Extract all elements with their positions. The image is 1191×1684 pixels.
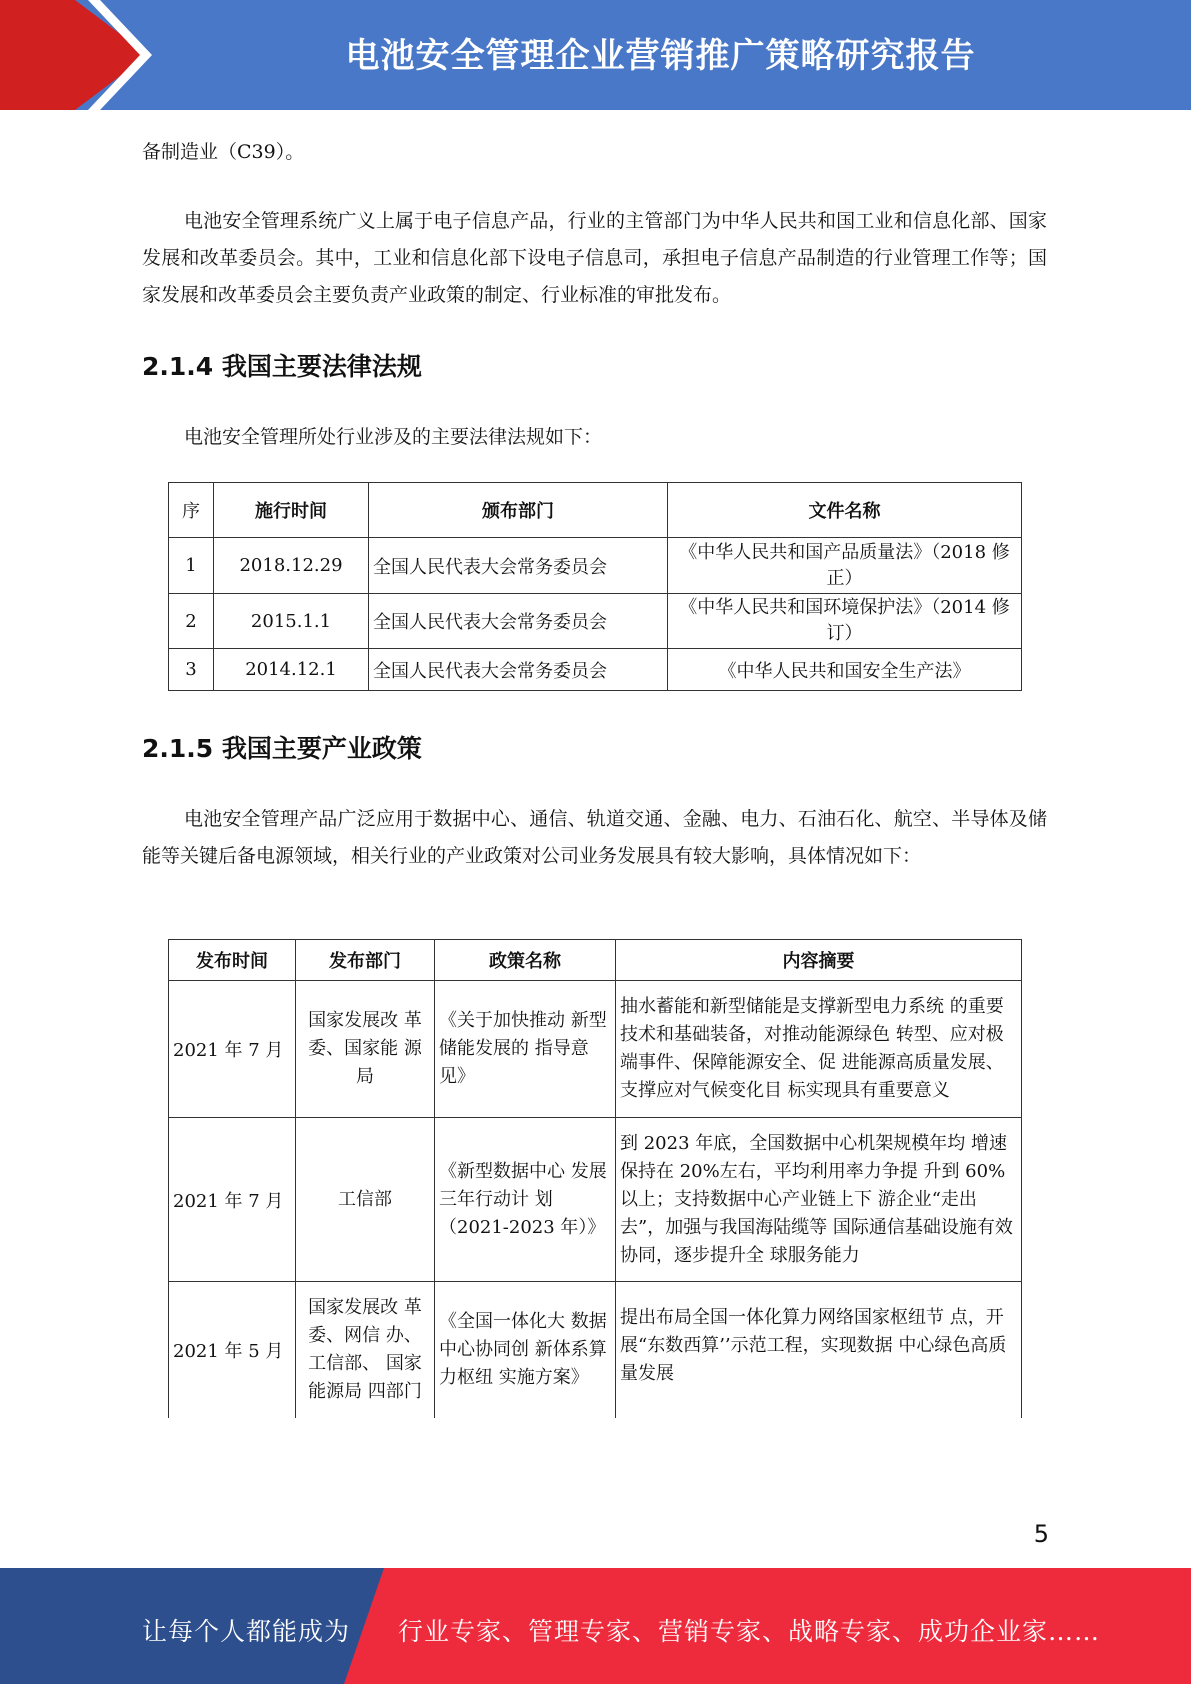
col-header-date: 发布时间: [169, 940, 296, 981]
section-heading-policies: 2.1.5 我国主要产业政策: [142, 734, 422, 763]
cell-dept: 国家发展改 革委、网信 办、工信部、 国家能源局 四部门: [296, 1282, 435, 1418]
cell-no: 2: [169, 594, 214, 649]
report-title: 电池安全管理企业营销推广策略研究报告: [345, 36, 976, 76]
paragraph-policies-intro: 电池安全管理产品广泛应用于数据中心、通信、轨道交通、金融、电力、石油石化、航空、半导体及储能等关键后备电源领域，相关行业的产业政策对公司业务发展具有较大影响，具体情况如下：: [142, 808, 1047, 867]
cell-dept: 全国人民代表大会常务委员会: [369, 649, 668, 691]
cell-summary: 到 2023 年底，全国数据中心机架规模年均 增速保持在 20%左右，平均利用率力争提 升到 60%以上；支持数据中心产业链上下 游企业“走出去”，加强与我国海陆缆等 国际通信基础设施有效协同，逐步提升全 球服务能力: [616, 1118, 1022, 1282]
footer-banner: [0, 1568, 1191, 1684]
table-row: [169, 1118, 1022, 1282]
col-header-date: 施行时间: [214, 483, 369, 538]
col-header-dept: 发布部门: [296, 940, 435, 981]
table-row: [169, 538, 1022, 594]
header-red-arrow: [0, 0, 150, 110]
cell-date: 2014.12.1: [214, 649, 369, 691]
cell-date: 2021 年 7 月: [169, 1118, 296, 1282]
cell-dept: 全国人民代表大会常务委员会: [369, 594, 668, 649]
cell-policy-name: 《全国一体化大 数据中心协同创 新体系算力枢纽 实施方案》: [435, 1282, 616, 1418]
body-content: [142, 203, 1047, 314]
cell-dept: 工信部: [296, 1118, 435, 1282]
footer-slogan-right: 行业专家、管理专家、营销专家、战略专家、成功企业家……: [398, 1617, 1101, 1646]
table-header-row: [169, 940, 1022, 981]
table-row: [169, 594, 1022, 649]
header-banner: [0, 0, 1191, 110]
col-header-summary: 内容摘要: [616, 940, 1022, 981]
cell-policy-name: 《关于加快推动 新型储能发展的 指导意见》: [435, 981, 616, 1118]
col-header-no: 序: [169, 483, 214, 538]
laws-table: [168, 482, 1022, 691]
cell-policy-name: 《新型数据中心 发展三年行动计 划（2021-2023 年）》: [435, 1118, 616, 1282]
cell-date: 2021 年 7 月: [169, 981, 296, 1118]
paragraph-laws-intro: 电池安全管理所处行业涉及的主要法律法规如下：: [184, 426, 603, 448]
paragraph-continued: 备制造业（C39）。: [142, 141, 305, 163]
cell-no: 1: [169, 538, 214, 594]
table-header-row: [169, 483, 1022, 538]
col-header-name: 文件名称: [668, 483, 1022, 538]
cell-name: 《中华人民共和国环境保护法》（2014 修订）: [668, 594, 1022, 649]
body-content: [142, 134, 1047, 171]
table-row: [169, 1282, 1022, 1418]
cell-dept: 全国人民代表大会常务委员会: [369, 538, 668, 594]
cell-name: 《中华人民共和国产品质量法》（2018 修正）: [668, 538, 1022, 594]
footer-slogan-left: 让每个人都能成为: [142, 1617, 351, 1646]
cell-dept: 国家发展改 革委、国家能 源局: [296, 981, 435, 1118]
page-number: 5: [1033, 1520, 1049, 1548]
table-row: [169, 981, 1022, 1118]
cell-summary: 抽水蓄能和新型储能是支撑新型电力系统 的重要技术和基础装备，对推动能源绿色 转型、应对极端事件、保障能源安全、促 进能源高质量发展、支撑应对气候变化目 标实现具有重要意义: [616, 981, 1022, 1118]
col-header-policy: 政策名称: [435, 940, 616, 981]
cell-summary: 提出布局全国一体化算力网络国家枢纽节 点，开展“东数西算’’示范工程，实现数据 中心绿色高质量发展: [616, 1282, 1022, 1418]
cell-date: 2015.1.1: [214, 594, 369, 649]
cell-date: 2018.12.29: [214, 538, 369, 594]
policy-table: [168, 939, 1022, 1418]
cell-name: 《中华人民共和国安全生产法》: [668, 649, 1022, 691]
col-header-dept: 颁布部门: [369, 483, 668, 538]
section-heading-laws: 2.1.4 我国主要法律法规: [142, 352, 422, 381]
cell-no: 3: [169, 649, 214, 691]
paragraph-authority: 电池安全管理系统广义上属于电子信息产品，行业的主管部门为中华人民共和国工业和信息化部、国家发展和改革委员会。其中，工业和信息化部下设电子信息司，承担电子信息产品制造的行业管理工作等；国家发展和改革委员会主要负责产业政策的制定、行业标准的审批发布。: [142, 210, 1047, 306]
cell-date: 2021 年 5 月: [169, 1282, 296, 1418]
table-row: [169, 649, 1022, 691]
